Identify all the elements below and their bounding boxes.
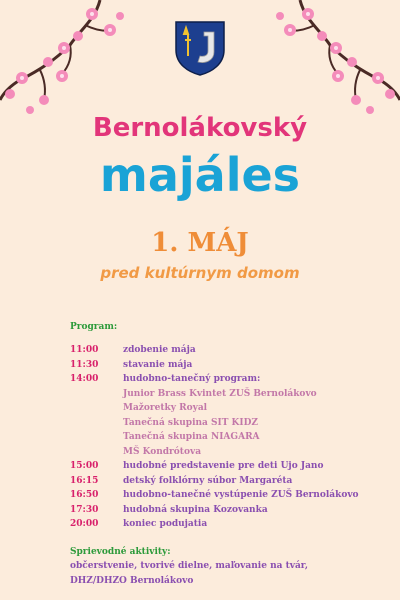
- schedule-row: [70, 459, 390, 474]
- schedule-description: Tanečná skupina SIT KIDZ: [123, 417, 258, 428]
- schedule-row: [70, 401, 390, 416]
- schedule-row: [70, 372, 390, 387]
- event-title-line2: majáles: [99, 148, 301, 202]
- event-place: pred kultúrnym domom: [100, 264, 300, 282]
- side-activities-text: [70, 559, 390, 588]
- program-schedule: [70, 343, 390, 532]
- schedule-description: koniec podujatia: [123, 519, 208, 529]
- schedule-description: hudobno-tanečný program:: [123, 374, 261, 384]
- schedule-description: Junior Brass Kvintet ZUŠ Bernolákovo: [123, 388, 317, 399]
- schedule-description: MŠ Kondrótova: [123, 446, 202, 457]
- schedule-description: hudobná skupina Kozovanka: [123, 504, 268, 515]
- schedule-row: [70, 517, 390, 532]
- schedule-time: 16:50: [70, 490, 99, 500]
- schedule-row: [70, 343, 390, 358]
- schedule-time: 11:00: [70, 345, 99, 355]
- side-activities-label: Sprievodné aktivity:: [70, 547, 171, 557]
- schedule-time: 15:00: [70, 461, 99, 471]
- schedule-time: 11:30: [70, 359, 99, 370]
- schedule-time: 16:15: [70, 475, 99, 486]
- event-date: 1. MÁJ: [151, 228, 249, 258]
- coat-of-arms-icon: [174, 20, 226, 76]
- event-title-line1: Bernolákovský: [92, 113, 308, 143]
- schedule-row: [70, 430, 390, 445]
- schedule-description: stavanie mája: [123, 359, 193, 370]
- schedule-time: [70, 430, 123, 445]
- schedule-description: detský folklórny súbor Margaréta: [123, 475, 293, 486]
- schedule-description: Mažoretky Royal: [123, 403, 208, 413]
- schedule-time: 14:00: [70, 374, 99, 384]
- schedule-row: [70, 387, 390, 402]
- schedule-description: Tanečná skupina NIAGARA: [123, 432, 260, 442]
- schedule-row: [70, 503, 390, 518]
- schedule-time: [70, 401, 123, 416]
- schedule-row: [70, 358, 390, 373]
- schedule-description: zdobenie mája: [123, 345, 196, 355]
- program-label: Program:: [70, 322, 118, 332]
- schedule-row: [70, 445, 390, 460]
- schedule-row: [70, 488, 390, 503]
- schedule-time: 17:30: [70, 504, 99, 515]
- schedule-row: [70, 416, 390, 431]
- schedule-time: 20:00: [70, 519, 99, 529]
- schedule-time: [70, 387, 123, 402]
- schedule-row: [70, 474, 390, 489]
- schedule-time: [70, 445, 123, 460]
- schedule-description: hudobno-tanečné vystúpenie ZUŠ Bernolákovo: [123, 490, 359, 500]
- schedule-description: hudobné predstavenie pre deti Ujo Jano: [123, 461, 324, 471]
- schedule-time: [70, 416, 123, 431]
- side-activities-line2: DHZ/DHZO Bernolákovo: [70, 575, 194, 586]
- cherry-blossom-branch-left: [0, 0, 130, 120]
- side-activities-line1: občerstvenie, tvorivé dielne, maľovanie na tvár,: [70, 561, 309, 571]
- cherry-blossom-branch-right: [270, 0, 400, 120]
